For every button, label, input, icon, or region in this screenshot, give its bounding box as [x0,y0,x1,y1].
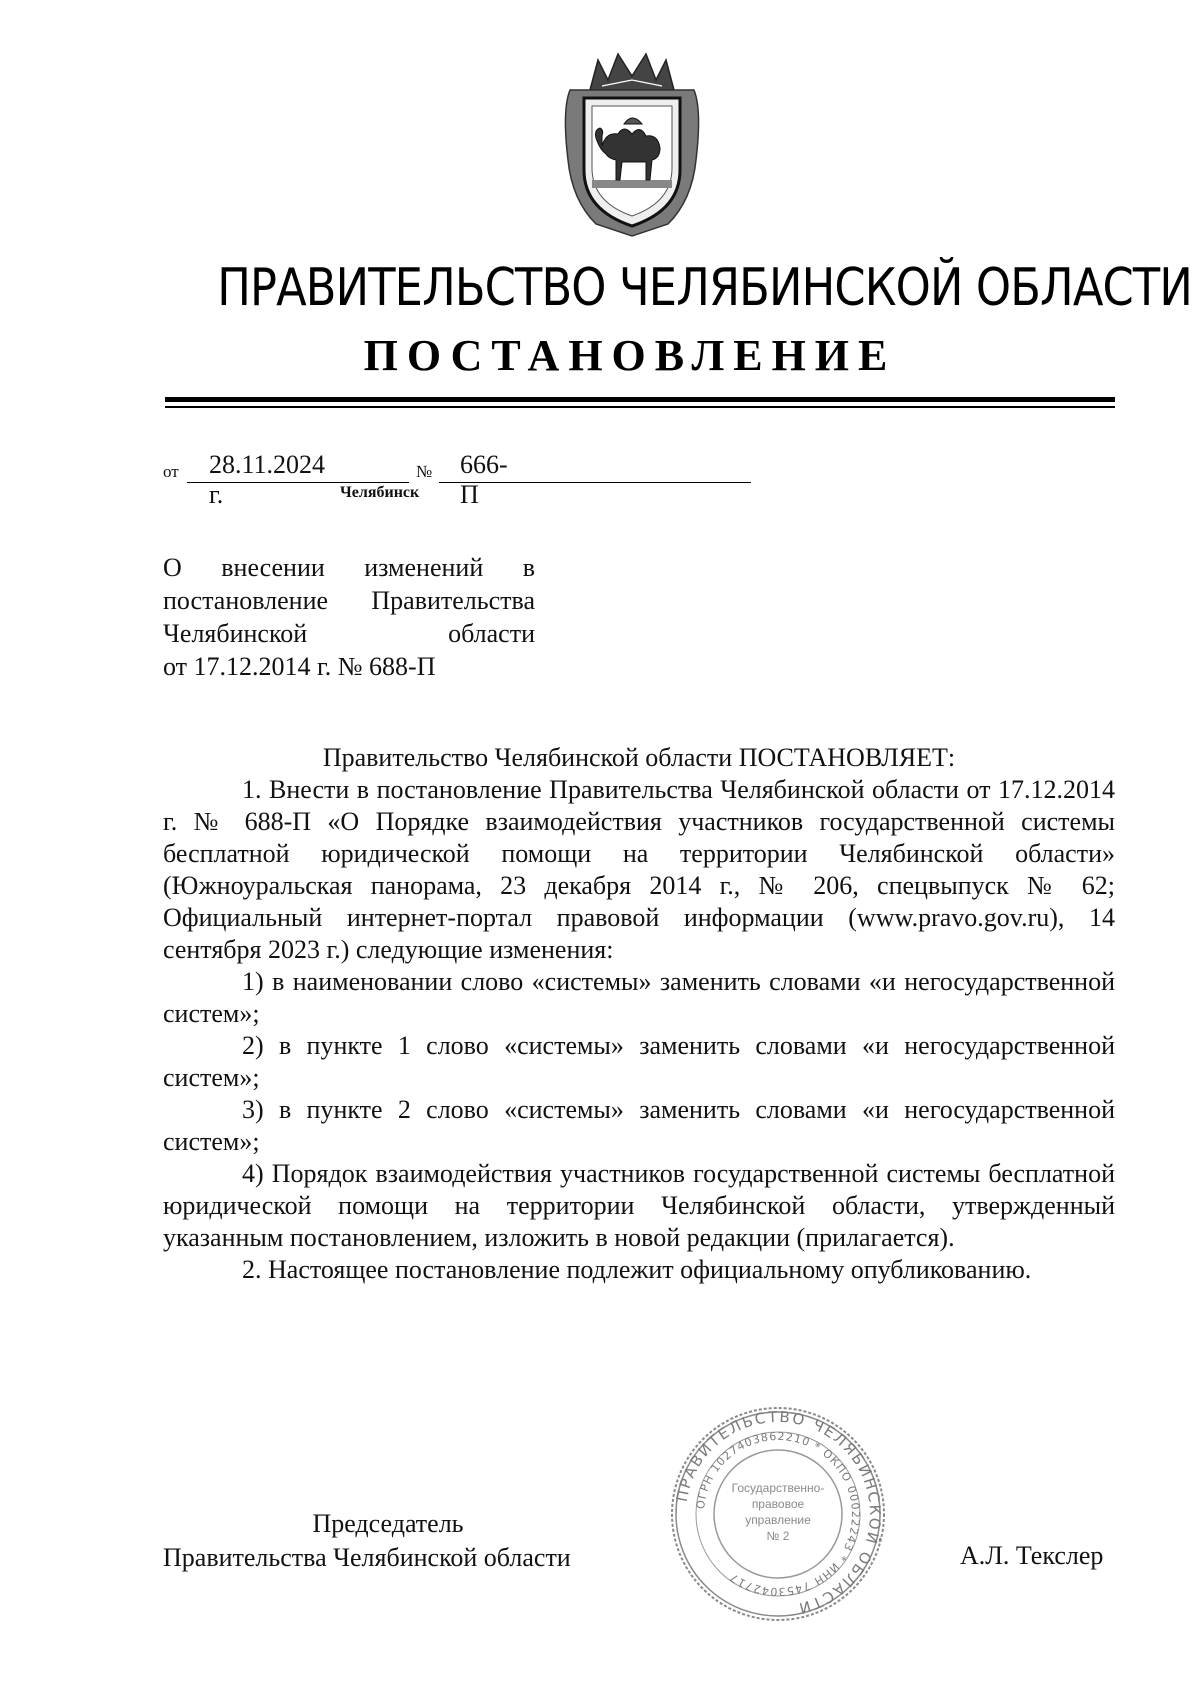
seal-inner-text: ОГРН 1027403862210 * ОКПО 00022243 * ИНН 7453042717 [694,1429,863,1599]
body-paragraph-1-3: 3) в пункте 2 слово «системы» заменить словами «и негосударственной систем»; [163,1095,1115,1156]
document-type: ПОСТАНОВЛЕНИЕ [363,331,897,380]
body-paragraph-1: 1. Внести в постановление Правительства Челябинской области от 17.12.2014 г. № 688-П «О Порядке взаимодействия участников государственной системы бесплатной юридической помощи на территории Челябинской области» (Южноуральская панорама, 23 декабря 2014 г., № 206, спецвыпуск № 62; Официальный интернет-портал правовой информации (www.pravo.gov.ru), 14 сентября 2023 г.) следующие изменения: [163,775,1115,964]
signatory-title-line-1: Председатель [312,1509,464,1538]
document-number: 666-П [460,450,508,509]
subject-line-4: от 17.12.2014 г. № 688-П [163,652,436,681]
seal-center-line-1: Государственно- [731,1481,825,1495]
body-paragraph-1-4: 4) Порядок взаимодействия участников государственной системы бесплатной юридической помощи на территории Челябинской области, утвержденный указанным постановлением, изложить в новой редакции (прилагается). [163,1159,1115,1252]
organization-title: ПРАВИТЕЛЬСТВО ЧЕЛЯБИНСКОЙ ОБЛАСТИ [217,258,1192,318]
signatory-title-line-2: Правительства Челябинской области [163,1543,571,1572]
number-prefix: № [416,462,433,481]
seal-outer-text: ПРАВИТЕЛЬСТВО ЧЕЛЯБИНСКОЙ ОБЛАСТИ [672,1407,885,1618]
header-rule-thick [165,397,1115,402]
subject-line-3: Челябинской области [163,619,535,648]
seal-center-line-3: управление [745,1513,811,1527]
signatory-name: А.Л. Текслер [960,1541,1104,1570]
seal-center-line-2: правовое [751,1497,805,1511]
subject-line-1: О внесении изменений в [163,553,535,582]
chelyabinsk-coat-of-arms-icon [562,50,702,240]
signatory-title [163,1507,613,1575]
date-prefix: от [163,462,179,481]
subject-line-2: постановление Правительства [163,586,535,615]
seal-center-line-4: № 2 [766,1529,790,1543]
document-city: Челябинск [340,484,420,501]
official-seal-icon [668,1404,888,1624]
header-rule-thin [165,406,1115,408]
body-intro: Правительство Челябинской области ПОСТАНОВЛЯЕТ: [322,743,956,772]
document-body [163,742,1115,1286]
document-subject [163,551,535,683]
body-paragraph-2: 2. Настоящее постановление подлежит официальному опубликованию. [242,1255,1032,1284]
document-date: 28.11.2024 г. [209,450,326,509]
body-paragraph-1-1: 1) в наименовании слово «системы» заменить словами «и негосударственной систем»; [163,967,1115,1028]
body-paragraph-1-2: 2) в пункте 1 слово «системы» заменить словами «и негосударственной систем»; [163,1031,1115,1092]
